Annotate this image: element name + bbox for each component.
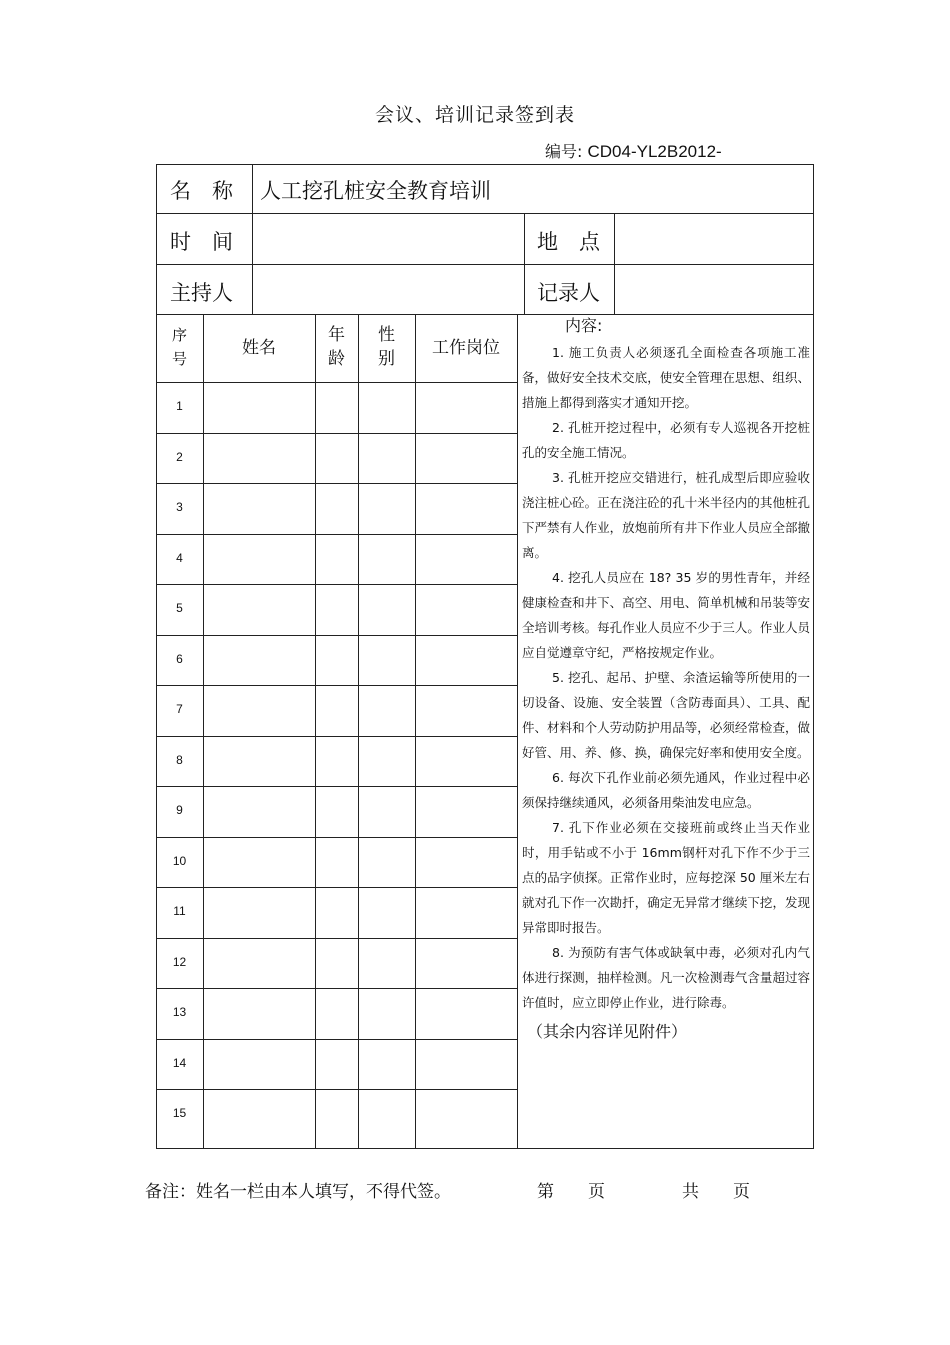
row-number: 3: [176, 500, 183, 514]
header-age-1: 年: [328, 325, 345, 345]
training-content: [522, 315, 810, 1044]
content-item-6: 6. 每次下孔作业前必须先通风，作业过程中必须保持继续通风，必须备用柴油发电应急。: [522, 770, 810, 810]
content-item-4: 4. 挖孔人员应在 18? 35 岁的男性青年，并经健康检查和井下、高空、用电、简单机械和吊装等安全培训考核。每孔作业人员应不少于三人。作业人员应自觉遵章守纪，严格按规定作业。: [522, 570, 810, 660]
header-age-2: 龄: [328, 349, 345, 369]
row-number: 15: [172, 1106, 187, 1120]
row-number: 6: [176, 652, 183, 666]
row-number: 7: [176, 702, 183, 716]
table-row-divider: [156, 887, 517, 888]
row-number: 10: [172, 854, 187, 868]
content-item-8: 8. 为预防有害气体或缺氧中毒，必须对孔内气体进行探测，抽样检测。凡一次检测毒气含量超过容许值时，应立即停止作业，进行除毒。: [522, 945, 810, 1010]
table-row-divider: [156, 635, 517, 636]
code-label: 编号:: [545, 142, 583, 161]
row-number: 9: [176, 803, 183, 817]
content-tail: （其余内容详见附件）: [527, 1022, 688, 1041]
table-row-divider: [156, 786, 517, 787]
recorder-label: 记录人: [537, 281, 600, 305]
table-row-divider: [156, 988, 517, 989]
header-sex-2: 别: [378, 349, 395, 369]
header-name: 姓名: [242, 338, 276, 358]
content-item-2: 2. 孔桩开挖过程中，必须有专人巡视各开挖桩孔的安全施工情况。: [522, 420, 810, 460]
name-label: 名 称: [170, 179, 233, 203]
header-seq-2: 号: [171, 350, 187, 368]
name-value[interactable]: 人工挖孔桩安全教育培训: [260, 179, 491, 203]
footer-total: 共 页: [682, 1182, 750, 1202]
table-row-divider: [156, 584, 517, 585]
table-row-divider: [156, 1089, 517, 1090]
footer-page: 第 页: [537, 1182, 605, 1202]
document-title: 会议、培训记录签到表: [374, 104, 575, 126]
table-row-divider: [156, 685, 517, 686]
time-label: 时 间: [170, 230, 233, 254]
code-value: CD04-YL2B2012-: [587, 142, 722, 161]
header-sex: [358, 323, 415, 371]
table-row-divider: [156, 736, 517, 737]
place-label: 地 点: [537, 230, 600, 254]
content-item-5: 5. 挖孔、起吊、护壁、余渣运输等所使用的一切设备、设施、安全装置（含防毒面具）、工具、配件、材料和个人劳动防护用品等，必须经常检查，做好管、用、养、修、换，确保完好率和使用安全度。: [522, 670, 810, 760]
header-sex-1: 性: [378, 325, 395, 345]
table-row-divider: [156, 837, 517, 838]
row-number: 5: [176, 601, 183, 615]
host-label: 主持人: [170, 281, 233, 305]
row-number: 8: [176, 753, 183, 767]
table-row-divider: [156, 1039, 517, 1040]
header-post: 工作岗位: [432, 338, 500, 358]
content-item-1: 1. 施工负责人必须逐孔全面检查各项施工准备，做好安全技术交底，使安全管理在思想、组织、措施上都得到落实才通知开挖。: [522, 345, 810, 410]
table-row-divider: [156, 938, 517, 939]
document-code: [545, 139, 722, 162]
header-seq: [156, 323, 203, 371]
row-number: 12: [172, 955, 187, 969]
header-seq-1: 序: [171, 326, 187, 344]
content-heading: 内容:: [565, 316, 603, 335]
header-age: [315, 323, 358, 371]
row-number: 1: [176, 399, 183, 413]
footer-note: 备注：姓名一栏由本人填写，不得代签。: [145, 1182, 451, 1202]
row-number: 4: [176, 551, 183, 565]
row-number: 14: [172, 1056, 187, 1070]
content-item-3: 3. 孔桩开挖应交错进行，桩孔成型后即应验收浇注桩心砼。正在浇注砼的孔十米半径内的其他桩孔下严禁有人作业，放炮前所有井下作业人员应全部撤离。: [522, 470, 810, 560]
row-number: 11: [173, 904, 186, 918]
row-number: 13: [172, 1005, 187, 1019]
content-item-7: 7. 孔下作业必须在交接班前或终止当天作业时，用手钻或不小于 16mm钢杆对孔下作不少于三点的品字侦探。正常作业时，应每挖深 50 厘米左右就对孔下作一次勘扦，确定无异常才继续下挖，发现异常即时报告。: [522, 820, 810, 935]
table-row-divider: [156, 534, 517, 535]
table-row-divider: [156, 483, 517, 484]
row-number: 2: [176, 450, 183, 464]
table-row-divider: [156, 433, 517, 434]
table-header-divider: [156, 382, 517, 383]
